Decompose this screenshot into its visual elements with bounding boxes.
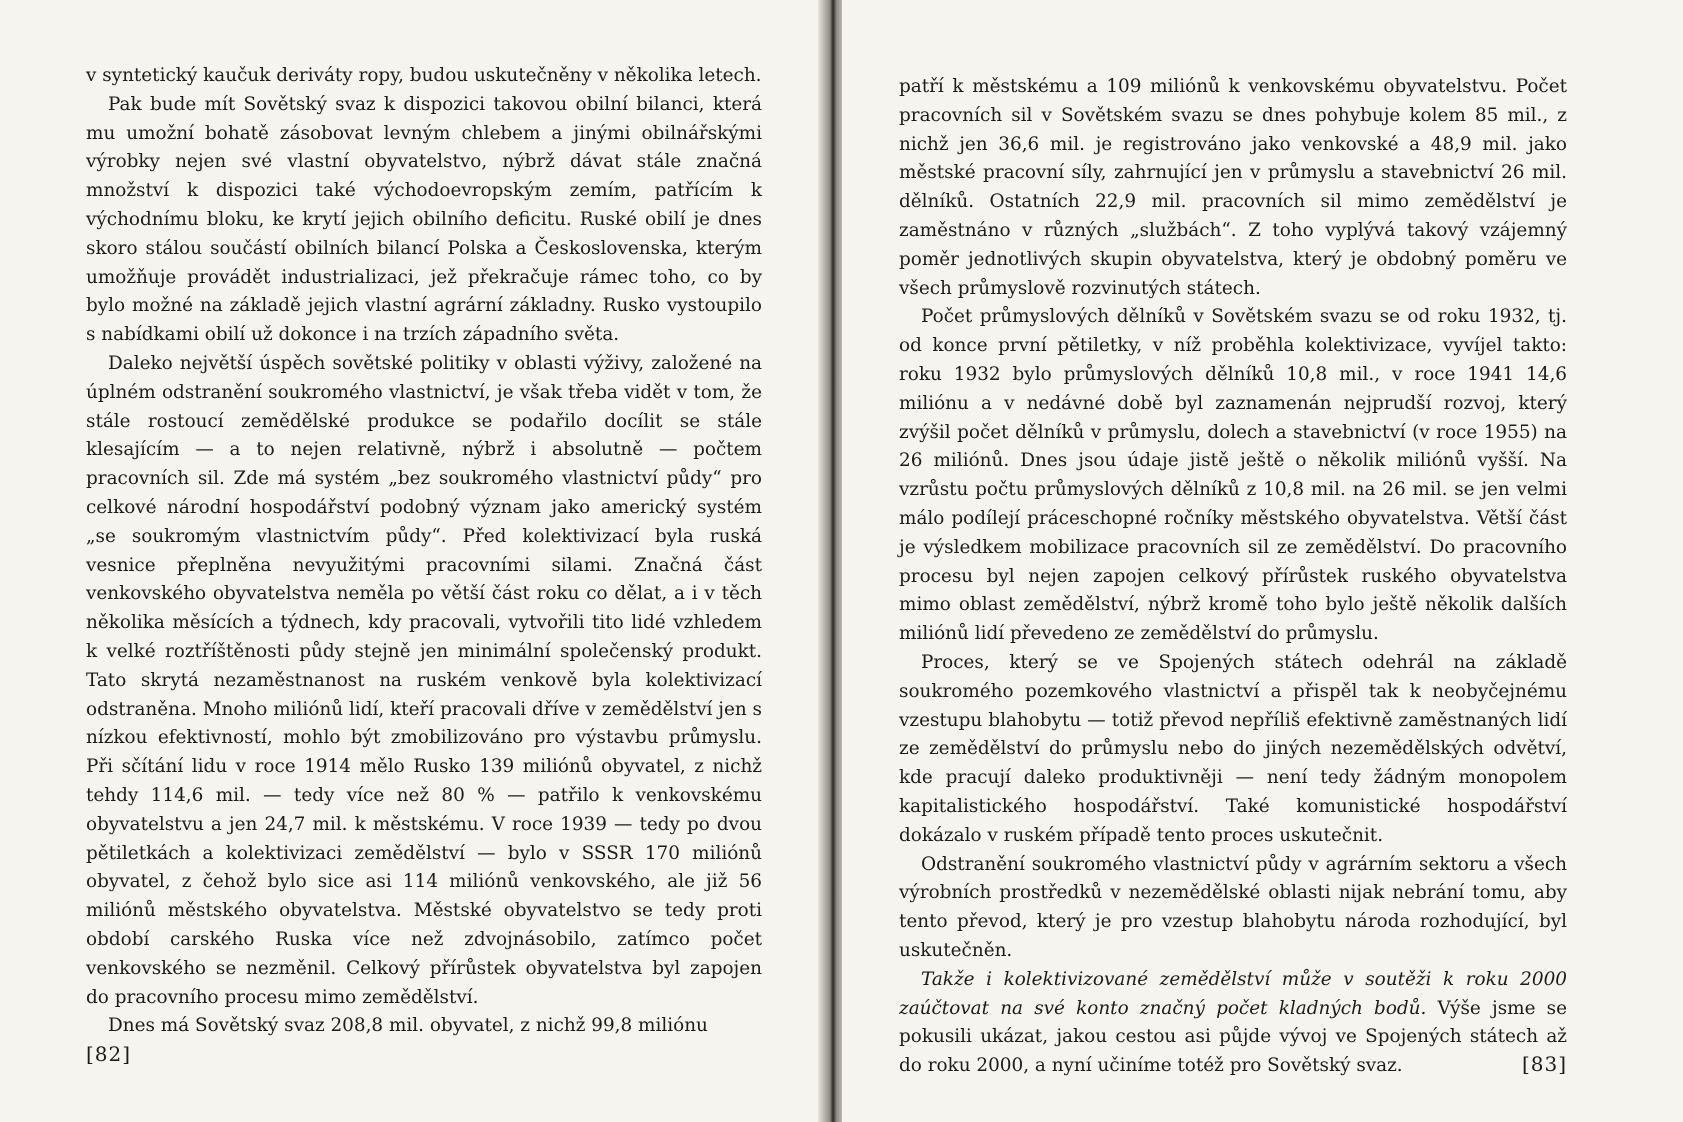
paragraph: Počet průmyslových dělníků v Sovětském svazu se od roku 1932, tj. od konce první pětiletky, v níž proběhla kolektivizace, vyvíjel takto: roku 1932 bylo průmyslových dělníků 10,8 mil., v roce 1941 14,6 miliónu a v nedávné době byl zaznamenán nejprudší rozvoj, který zvýšil počet dělníků v průmyslu, dolech a stavebnictví (v roce 1955) na 26 miliónů. Dnes jsou údaje jistě ještě o několik miliónů vyšší. Na vzrůstu počtu průmyslových dělníků z 10,8 mil. na 26 mil. se jen velmi málo podílejí práceschopné ročníky městského obyvatelstva. Větší část je výsledkem mobilizace pracovních sil ze zemědělství. Do pracovního procesu byl nejen zapojen celkový přírůstek ruského obyvatelstva mimo oblast zemědělství, nýbrž kromě toho bylo ještě několik dalších miliónů lidí převedeno ze zemědělství do průmyslu. [899, 306, 1567, 645]
left-page [0, 0, 830, 1122]
page-number: [82] [86, 1042, 132, 1066]
italic-emphasis: Takže i kolektivizované zemědělství může v soutěži k roku 2000 zaúčtovat na své konto značný počet kladných bodů. [899, 968, 1567, 1019]
page-number: [83] [1522, 1052, 1568, 1076]
paragraph: Proces, který se ve Spojených státech odehrál na základě soukromého pozemkového vlastnictví a přispěl tak k neobyčejnému vzestupu blahobytu — totiž převod nepříliš efektivně zaměstnaných lidí ze zemědělství do průmyslu nebo do jiných nezemědělských odvětví, kde pracují daleko produktivněji — není tedy žádným monopolem kapitalistického hospodářství. Také komunistické hospodářství dokázalo v ruském případě tento proces uskutečnit. [899, 651, 1567, 846]
right-page [842, 0, 1683, 1122]
paragraph: patří k městskému a 109 miliónů k venkovskému obyvatelstvu. Počet pracovních sil v Sovětském svazu se dnes pohybuje kolem 85 mil., z nichž jen 36,6 mil. je registrováno jako venkovské a 48,9 mil. jako městské pracovní síly, zahrnující jen v průmyslu a stavebnictví 26 mil. dělníků. Ostatních 22,9 mil. pracovních sil mimo zemědělství je zaměstnáno v různých „službách“. Z toho vyplývá takový vzájemný poměr jednotlivých skupin obyvatelstva, který je obdobný poměru ve všech průmyslově rozvinutých státech. [899, 76, 1567, 299]
paragraph-rest: Výše jsme se pokusili ukázat, jakou cestou asi půjde vývoj ve Spojených státech až do roku 2000, a nyní učiníme totéž pro Sovětský svaz. [899, 997, 1567, 1077]
right-page-text [899, 73, 1567, 1081]
paragraph: Odstranění soukromého vlastnictví půdy v agrárním sektoru a všech výrobních prostředků v nezemědělské oblasti nijak nebrání tomu, aby tento převod, který je pro vzestup blahobytu národa rozhodující, byl uskutečněn. [899, 853, 1567, 961]
paragraph-final [899, 966, 1567, 1081]
paragraph: Dnes má Sovětský svaz 208,8 mil. obyvatel, z nichž 99,8 miliónu [108, 1015, 708, 1037]
paragraph: Pak bude mít Sovětský svaz k dispozici takovou obilní bilanci, která mu umožní bohatě zásobovat levným chlebem a jinými obilnářskými výrobky nejen své vlastní obyvatelstvo, nýbrž dávat stále značná množství k dispozici také východoevropským zemím, patřícím k východnímu bloku, ke krytí jejich obilního deficitu. Ruské obilí je dnes skoro stálou součástí obilních bilancí Polska a Československa, kterým umožňuje provádět industrializaci, jež překračuje rámec toho, co by bylo možné na základě jejich vlastní agrární základny. Rusko vystoupilo s nabídkami obilí už dokonce i na trzích západního světa. [86, 93, 762, 346]
paragraph: Daleko největší úspěch sovětské politiky v oblasti výživy, založené na úplném odstranění soukromého vlastnictví, je však třeba vidět v tom, že stále rostoucí zemědělské produkce se podařilo docílit se stále klesajícím — a to nejen relativně, nýbrž i absolutně — počtem pracovních sil. Zde má systém „bez soukromého vlastnictví půdy“ pro celkové národní hospodářství podobný význam jako americký systém „se soukromým vlastnictvím půdy“. Před kolektivizací byla ruská vesnice přeplněna nevyužitými pracovními silami. Značná část venkovského obyvatelstva neměla po větší část roku co dělat, a i v těch několika měsících a týdnech, kdy pracovali, vytvořili tito lidé vzhledem k velké roztříštěnosti půdy stejně jen minimální společenský produkt. Tato skrytá nezaměstnanost na ruském venkově byla kolektivizací odstraněna. Mnoho miliónů lidí, kteří pracovali dříve v zemědělství jen s nízkou efektivností, mohlo být zmobilizováno pro výstavbu průmyslu. Při sčítání lidu v roce 1914 mělo Rusko 139 miliónů obyvatel, z nichž tehdy 114,6 mil. — tedy více než 80 % — patřilo k venkovskému obyvatelstvu a jen 24,7 mil. k městskému. V roce 1939 — tedy po dvou pětiletkách a kolektivizaci zemědělství — bylo v SSSR 170 miliónů obyvatel, z čehož bylo sice asi 114 miliónů venkovského, ale již 56 miliónů městského obyvatelstva. Městské obyvatelstvo se tedy proti období carského Ruska více než zdvojnásobilo, zatímco počet venkovského se nezměnil. Celkový přírůstek obyvatelstva byl zapojen do pracovního procesu mimo zemědělství. [86, 352, 762, 1008]
paragraph: v syntetický kaučuk deriváty ropy, budou uskutečněny v několika letech. [86, 65, 762, 86]
left-page-text [86, 62, 762, 1041]
